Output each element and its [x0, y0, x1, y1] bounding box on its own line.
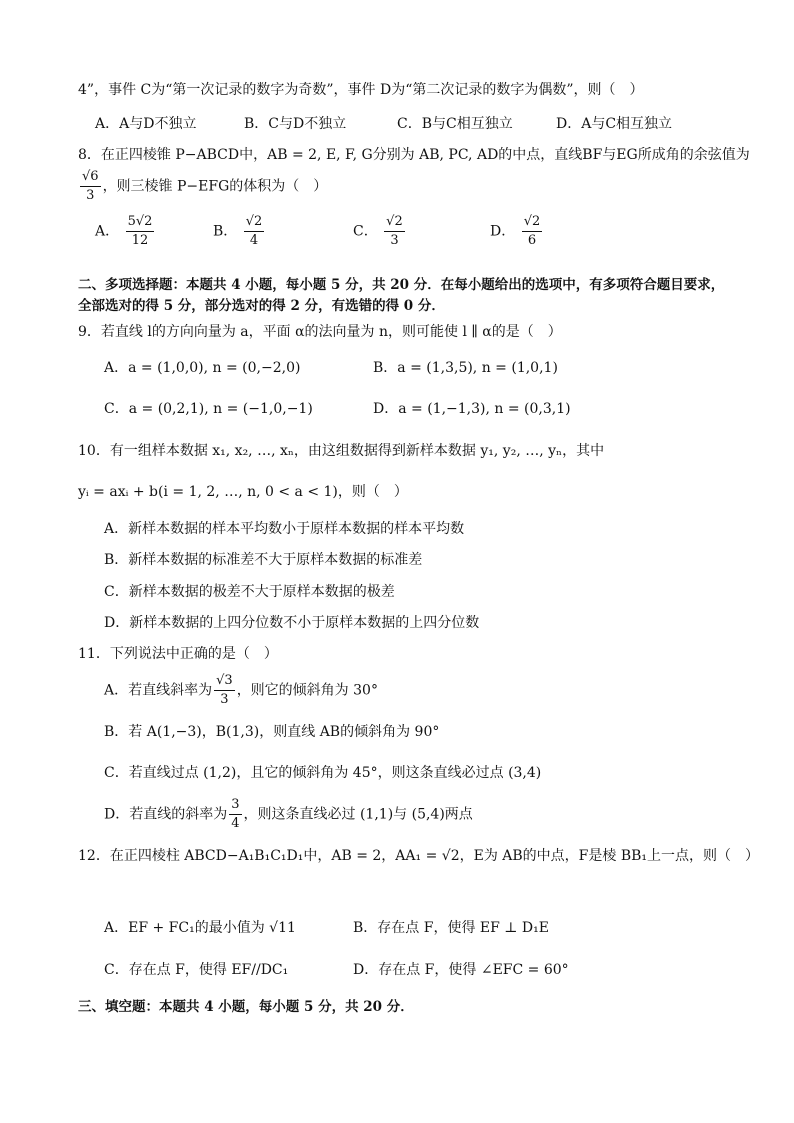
- q8-stem-line1: 8．在正四棱锥 P−ABCD中，AB = 2, E, F, G分别为 AB, PC, AD的中点，直线BF与EG所成角的余弦值为: [78, 147, 750, 163]
- q11-option-d-tail: ，则这条直线必过 (1,1)与 (5,4)两点: [243, 806, 473, 823]
- q8-option-a-denominator: 12: [131, 233, 149, 248]
- q9-option-a: A．a = (1,0,0), n = (0,−2,0): [104, 360, 301, 376]
- q8-stem-line2: [78, 168, 327, 205]
- q12-option-b: B．存在点 F，使得 EF ⊥ D₁E: [353, 920, 549, 936]
- q8-option-d-numerator: √2: [522, 213, 543, 232]
- q12-option-a: A．EF + FC₁的最小值为 √11: [104, 920, 296, 936]
- q11-option-a: [104, 672, 378, 709]
- section3-heading: 三、填空题：本题共 4 小题，每小题 5 分，共 20 分．: [78, 999, 414, 1015]
- q8-cosine-denominator: 3: [86, 188, 95, 203]
- q8-option-c: [353, 213, 407, 250]
- q11-option-a-text: A．若直线斜率为: [104, 682, 213, 699]
- section2-heading-line1: 二、多项选择题：本题共 4 小题，每小题 5 分，共 20 分．在每小题给出的选项中，有多项符合题目要求，: [78, 277, 725, 293]
- q11-option-d: [104, 796, 473, 833]
- q10-option-a: A．新样本数据的样本平均数小于原样本数据的样本平均数: [104, 521, 465, 537]
- q8-option-b-denominator: 4: [249, 233, 259, 248]
- q7-option-d: D．A与C相互独立: [556, 116, 673, 132]
- q11-stem: 11．下列说法中正确的是（ ）: [78, 646, 278, 662]
- q8-option-a: [95, 213, 156, 250]
- q8-option-a-label: A．: [95, 223, 120, 240]
- q8-stem-line2-text: ，则三棱锥 P−EFG的体积为（ ）: [102, 178, 328, 195]
- q11-option-d-text: D．若直线的斜率为: [104, 806, 228, 823]
- q12-option-d: D．存在点 F，使得 ∠EFC = 60°: [353, 962, 569, 978]
- q9-stem: 9．若直线 l的方向向量为 a，平面 α的法向量为 n，则可能使 l ∥ α的是（ ）: [78, 324, 562, 340]
- q11-option-a-numerator: √3: [214, 672, 235, 691]
- q8-option-b-numerator: √2: [244, 213, 265, 232]
- q11-option-a-fraction: [214, 672, 235, 709]
- q11-option-a-denominator: 3: [220, 692, 229, 707]
- q7-option-a: A．A与D不独立: [95, 116, 197, 132]
- q11-option-d-denominator: 4: [231, 816, 240, 831]
- q8-cosine-numerator: √6: [80, 168, 101, 187]
- q8-option-c-fraction: [384, 213, 405, 250]
- q7-option-c: C．B与C相互独立: [397, 116, 513, 132]
- q10-stem-line2: yᵢ = axᵢ + b(i = 1, 2, …, n, 0 < a < 1)，则（ ）: [78, 484, 408, 500]
- q8-option-b-label: B．: [213, 223, 238, 240]
- q8-option-d-label: D．: [490, 223, 516, 240]
- q11-option-d-numerator: 3: [229, 796, 241, 815]
- q10-option-b: B．新样本数据的标准差不大于原样本数据的标准差: [104, 552, 423, 568]
- q9-option-c: C．a = (0,2,1), n = (−1,0,−1): [104, 401, 313, 417]
- q8-option-a-fraction: [126, 213, 155, 250]
- q9-option-b: B．a = (1,3,5), n = (1,0,1): [373, 360, 558, 376]
- q7-stem-tail: 4”，事件 C为“第一次记录的数字为奇数”，事件 D为“第二次记录的数字为偶数”，则（ ）: [78, 82, 644, 98]
- q8-option-c-label: C．: [353, 223, 378, 240]
- q8-option-c-numerator: √2: [384, 213, 405, 232]
- section2-heading-line2: 全部选对的得 5 分，部分选对的得 2 分，有选错的得 0 分．: [78, 298, 445, 314]
- q8-option-b: [213, 213, 266, 250]
- q11-option-a-tail: ，则它的倾斜角为 30°: [236, 682, 378, 699]
- q11-option-b: B．若 A(1,−3)，B(1,3)，则直线 AB的倾斜角为 90°: [104, 724, 440, 740]
- q8-option-d-fraction: [522, 213, 543, 250]
- q8-option-d: [490, 213, 544, 250]
- q8-cosine-fraction: [80, 168, 101, 205]
- q10-stem-line1: 10．有一组样本数据 x₁, x₂, …, xₙ，由这组数据得到新样本数据 y₁, y₂, …, yₙ，其中: [78, 443, 605, 459]
- q10-option-d: D．新样本数据的上四分位数不小于原样本数据的上四分位数: [104, 615, 480, 631]
- q7-option-b: B．C与D不独立: [244, 116, 347, 132]
- q12-stem: 12．在正四棱柱 ABCD−A₁B₁C₁D₁中，AB = 2，AA₁ = √2，E为 AB的中点，F是棱 BB₁上一点，则（ ）: [78, 848, 760, 864]
- q11-option-d-fraction: [229, 796, 241, 833]
- q11-option-c: C．若直线过点 (1,2)，且它的倾斜角为 45°，则这条直线必过点 (3,4): [104, 765, 542, 781]
- q12-option-c: C．存在点 F，使得 EF//DC₁: [104, 962, 289, 978]
- q8-option-a-numerator: 5√2: [126, 213, 155, 232]
- q9-option-d: D．a = (1,−1,3), n = (0,3,1): [373, 401, 571, 417]
- q8-option-b-fraction: [244, 213, 265, 250]
- q10-option-c: C．新样本数据的极差不大于原样本数据的极差: [104, 584, 395, 600]
- q8-option-c-denominator: 3: [390, 233, 399, 248]
- q8-option-d-denominator: 6: [527, 233, 537, 248]
